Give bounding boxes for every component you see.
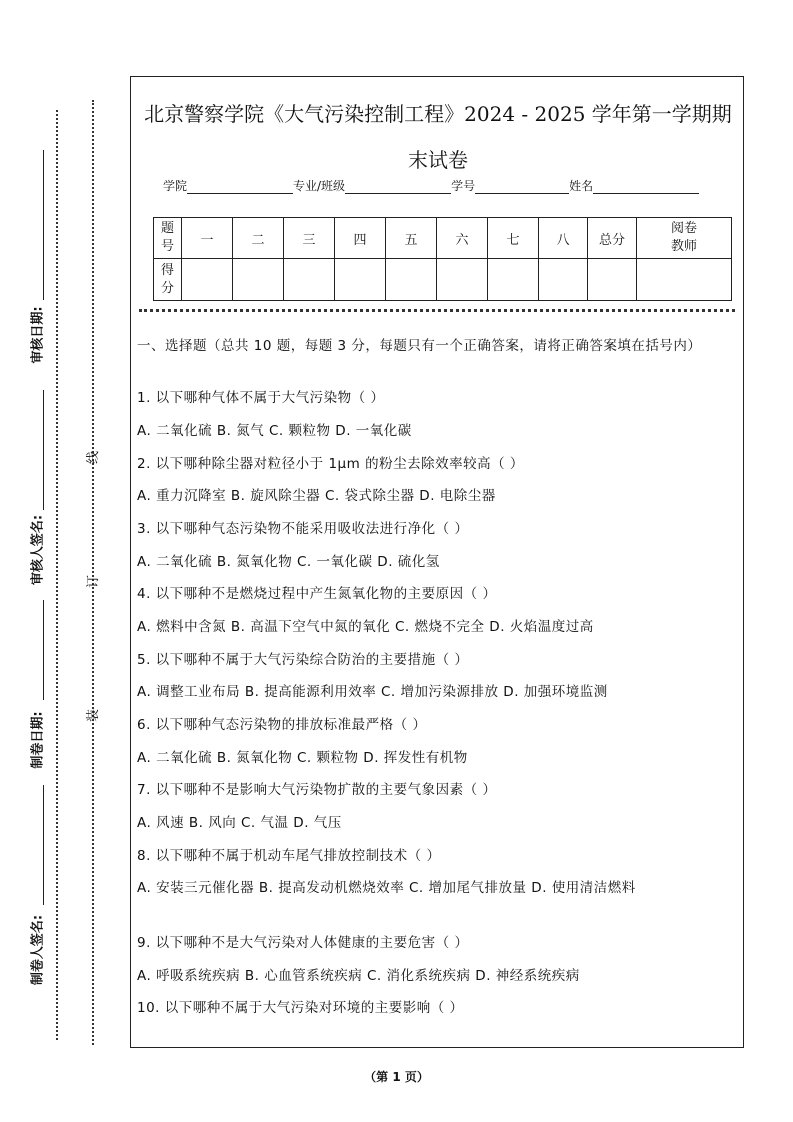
reviewer-date-label: 审核日期: [30,306,46,364]
score-cell[interactable] [588,259,637,301]
score-cell[interactable] [182,259,233,301]
question-5-options: A. 调整工业布局 B. 提高能源利用效率 C. 增加污染源排放 D. 加强环境监测 [137,684,608,700]
question-3-options: A. 二氧化硫 B. 氮氧化物 C. 一氧化碳 D. 硫化氢 [137,554,440,570]
score-cell[interactable] [233,259,284,301]
question-1-options: A. 二氧化硫 B. 氮气 C. 颗粒物 D. 一氧化碳 [137,423,412,439]
score-cell[interactable] [284,259,335,301]
reviewer-sign-underline [43,390,44,510]
question-7-options: A. 风速 B. 风向 C. 气温 D. 气压 [137,815,342,831]
question-5: 5. 以下哪种不属于大气污染综合防治的主要措施（ ） [137,652,469,668]
exam-title [131,91,745,183]
score-col-header: 一 [182,218,233,259]
reviewer-date-underline [43,150,44,300]
exam-title-line2: 末试卷 [408,148,468,172]
student-id-field[interactable] [475,181,569,194]
score-cell[interactable] [335,259,386,301]
exam-paper-frame [130,76,744,1048]
score-table-header-row [154,218,732,259]
score-col-header: 五 [386,218,437,259]
score-col-header: 总分 [588,218,637,259]
question-8: 8. 以下哪种不属于机动车尾气排放控制技术（ ） [137,848,441,864]
question-7: 7. 以下哪种不是影响大气污染物扩散的主要气象因素（ ） [137,782,497,798]
header-dotted-separator [139,309,735,312]
question-4: 4. 以下哪种不是燃烧过程中产生氮氧化物的主要原因（ ） [137,586,497,602]
score-cell[interactable] [386,259,437,301]
maker-sign-label: 制卷人签名: [30,914,46,986]
score-cell[interactable] [488,259,539,301]
question-3: 3. 以下哪种气态污染物不能采用吸收法进行净化（ ） [137,521,469,537]
maker-sign-underline [43,785,44,905]
question-2-options: A. 重力沉降室 B. 旋风除尘器 C. 袋式除尘器 D. 电除尘器 [137,488,496,504]
score-table-row1-label: 题号 [154,218,182,259]
score-col-header: 四 [335,218,386,259]
question-6: 6. 以下哪种气态污染物的排放标准最严格（ ） [137,717,427,733]
reviewer-teacher-cell[interactable] [637,259,732,301]
reviewer-sign-label: 审核人签名: [30,514,46,586]
question-9: 9. 以下哪种不是大气污染对人体健康的主要危害（ ） [137,935,469,951]
binding-dotted-line-outer [56,110,58,1040]
maker-date-underline [43,600,44,700]
question-4-options: A. 燃料中含氮 B. 高温下空气中氮的氧化 C. 燃烧不完全 D. 火焰温度过高 [137,619,594,635]
score-col-header: 七 [488,218,539,259]
binding-word-line: 线 [86,450,102,465]
reviewer-teacher-header: 阅卷教师 [637,218,732,259]
score-table-score-row [154,259,732,301]
question-10: 10. 以下哪种不属于大气污染对环境的主要影响（ ） [137,1000,464,1016]
question-6-options: A. 二氧化硫 B. 氮氧化物 C. 颗粒物 D. 挥发性有机物 [137,750,468,766]
question-8-options: A. 安装三元催化器 B. 提高发动机燃烧效率 C. 增加尾气排放量 D. 使用清洁燃料 [137,880,636,896]
score-table-row2-label: 得分 [154,259,182,301]
score-col-header: 八 [539,218,588,259]
name-label: 姓名 [569,179,594,193]
maker-date-label: 制卷日期: [30,711,46,769]
score-table [153,217,732,301]
major-class-field[interactable] [345,181,451,194]
section1-heading: 一、选择题（总共 10 题，每题 3 分，每题只有一个正确答案，请将正确答案填在括号内） [137,338,702,354]
student-id-label: 学号 [451,179,476,193]
binding-word-staple: 订 [86,574,102,589]
question-2: 2. 以下哪种除尘器对粒径小于 1μm 的粉尘去除效率较高（ ） [137,456,524,472]
question-9-options: A. 呼吸系统疾病 B. 心血管系统疾病 C. 消化系统疾病 D. 神经系统疾病 [137,968,580,984]
student-info-row [163,177,699,194]
score-cell[interactable] [437,259,488,301]
score-cell[interactable] [539,259,588,301]
score-col-header: 三 [284,218,335,259]
score-col-header: 二 [233,218,284,259]
school-field[interactable] [187,181,293,194]
name-field[interactable] [593,181,699,194]
question-1: 1. 以下哪种气体不属于大气污染物（ ） [137,390,385,406]
score-col-header: 六 [437,218,488,259]
binding-word-fold: 装 [86,708,102,723]
page-number: （第 1 页） [364,1070,429,1084]
school-label: 学院 [163,179,188,193]
exam-title-line1: 北京警察学院《大气污染控制工程》2024 - 2025 学年第一学期期 [144,102,732,126]
major-class-label: 专业/班级 [293,179,346,193]
